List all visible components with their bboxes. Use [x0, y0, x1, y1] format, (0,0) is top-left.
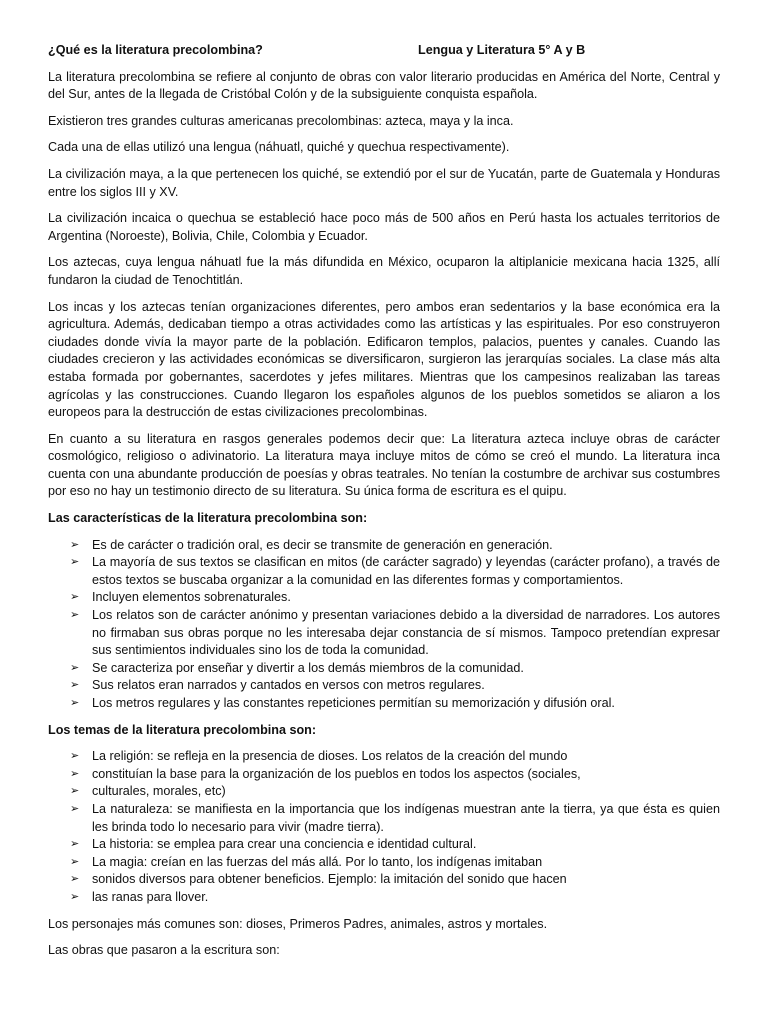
arrow-bullet-icon: ➢: [70, 890, 80, 903]
paragraph: Existieron tres grandes culturas americanas precolombinas: azteca, maya y la inca.: [48, 113, 514, 128]
list-item: [48, 836, 720, 854]
course-label: Lengua y Literatura 5° A y B: [418, 43, 586, 57]
list-item-text: culturales, morales, etc): [92, 784, 226, 799]
document-title: ¿Qué es la literatura precolombina?: [48, 43, 263, 57]
paragraph: Las obras que pasaron a la escritura son:: [48, 943, 280, 958]
arrow-bullet-icon: ➢: [70, 661, 80, 674]
list-item: [48, 854, 720, 872]
list-item: [48, 783, 720, 801]
list-item-text: La naturaleza: se manifiesta en la importancia que los indígenas muestran ante la tierra, ya que ésta es quien les brinda todo lo necesario para vivir (madre tierra).: [92, 801, 720, 834]
list-item-text: La religión: se refleja en la presencia de dioses. Los relatos de la creación del mundo: [92, 749, 568, 764]
list-item: [48, 589, 720, 607]
document-header: [48, 42, 720, 60]
themes-list: [48, 748, 720, 906]
list-item: [48, 695, 720, 713]
arrow-bullet-icon: ➢: [70, 697, 80, 709]
list-item: [48, 766, 720, 784]
paragraph: En cuanto a su literatura en rasgos generales podemos decir que: La literatura azteca incluye obras de carácter cosmológico, religioso o adivinatorio. La literatura maya incluye mitos de cómo se creó el mundo. La literatura inca cuenta con una abundante producción de poesías y obras teatrales. No tenían la costumbre de archivar sus costumbres por eso no hay un testimonio directo de su literatura. Su única forma de escritura es el quipu.: [48, 431, 720, 499]
arrow-bullet-icon: ➢: [70, 838, 80, 851]
list-item-text: Los metros regulares y las constantes repeticiones permitían su memorización y difusión oral.: [92, 696, 615, 710]
list-item-text: Sus relatos eran narrados y cantados en versos con metros regulares.: [92, 678, 485, 693]
list-item-text: Incluyen elementos sobrenaturales.: [92, 590, 291, 605]
paragraph: La civilización incaica o quechua se estableció hace poco más de 500 años en Perú hasta los actuales territorios de Argentina (Noroeste), Bolivia, Chile, Colombia y Ecuador.: [48, 211, 720, 243]
list-item-text: Los relatos son de carácter anónimo y presentan variaciones debido a la diversidad de narradores. Los autores no firmaban sus obras porque no les interesaba dejar constancia de sí mismos. Tampoco pretendían expresar sus sentimientos individuales sino los de toda la comunidad.: [92, 608, 720, 658]
list-item: [48, 801, 720, 836]
list-item: [48, 748, 720, 766]
themes-heading: Los temas de la literatura precolombina son:: [48, 722, 317, 737]
intro-section: [48, 69, 720, 501]
list-item-text: Es de carácter o tradición oral, es decir se transmite de generación en generación.: [92, 537, 553, 552]
list-item: [48, 660, 720, 678]
arrow-bullet-icon: ➢: [70, 750, 80, 763]
paragraph: La literatura precolombina se refiere al conjunto de obras con valor literario producidas en América del Norte, Central y del Sur, antes de la llegada de Cristóbal Colón y de la subsiguiente conquista española.: [48, 69, 720, 102]
paragraph: Los personajes más comunes son: dioses, Primeros Padres, animales, astros y mortales.: [48, 916, 548, 931]
paragraph: Cada una de ellas utilizó una lengua (náhuatl, quiché y quechua respectivamente).: [48, 140, 510, 155]
list-item: [48, 889, 720, 907]
list-item-text: Se caracteriza por enseñar y divertir a los demás miembros de la comunidad.: [92, 660, 524, 675]
list-item-text: constituían la base para la organización de los pueblos en todos los aspectos (sociales,: [92, 766, 581, 781]
arrow-bullet-icon: ➢: [70, 785, 80, 798]
arrow-bullet-icon: ➢: [70, 767, 80, 780]
arrow-bullet-icon: ➢: [70, 679, 80, 692]
characteristics-heading: Las características de la literatura precolombina son:: [48, 511, 368, 526]
list-item-text: sonidos diversos para obtener beneficios. Ejemplo: la imitación del sonido que hacen: [92, 872, 567, 887]
paragraph: Los incas y los aztecas tenían organizaciones diferentes, pero ambos eran sedentarios y la base económica era la agricultura. Además, dedicaban tiempo a otras actividades como las artísticas y las espirituales. Por eso construyeron ciudades donde vivía la mayor parte de la población. Edificaron templos, palacios, puentes y canales. Cuando las ciudades crecieron y las actividades económicas se diversificaron, surgieron las jerarquías sociales. La clase más alta estaba formada por gobernantes, sacerdotes y jefes militares. Mientras que los campesinos realizaban las tareas agrícolas y las construcciones. Cuando llegaron los españoles algunos de los pueblos sometidos se aliaron a los europeos para la destrucción de estas civilizaciones precolombinas.: [48, 299, 720, 420]
list-item: [48, 537, 720, 555]
paragraph: Los aztecas, cuya lengua náhuatl fue la más difundida en México, ocuparon la altiplanicie mexicana hacia 1325, allí fundaron la ciudad de Tenochtitlán.: [48, 255, 720, 287]
list-item: [48, 677, 720, 695]
list-item: [48, 871, 720, 889]
arrow-bullet-icon: ➢: [70, 855, 80, 868]
arrow-bullet-icon: ➢: [70, 591, 80, 604]
list-item-text: las ranas para llover.: [92, 889, 209, 904]
list-item: [48, 554, 720, 589]
arrow-bullet-icon: ➢: [70, 538, 80, 551]
list-item-text: La historia: se emplea para crear una conciencia e identidad cultural.: [92, 837, 477, 852]
arrow-bullet-icon: ➢: [70, 609, 80, 622]
list-item: [48, 607, 720, 660]
characteristics-list: [48, 537, 720, 713]
arrow-bullet-icon: ➢: [70, 556, 80, 569]
arrow-bullet-icon: ➢: [70, 873, 80, 886]
list-item-text: La magia: creían en las fuerzas del más allá. Por lo tanto, los indígenas imitaban: [92, 854, 543, 869]
paragraph: La civilización maya, a la que pertenecen los quiché, se extendió por el sur de Yucatán, parte de Guatemala y Honduras entre los siglos III y XV.: [48, 166, 720, 199]
list-item-text: La mayoría de sus textos se clasifican en mitos (de carácter sagrado) y leyendas (carácter profano), a través de estos textos se buscaba organizar a la comunidad en las diferentes formas y comportamientos.: [92, 555, 720, 587]
arrow-bullet-icon: ➢: [70, 802, 80, 815]
